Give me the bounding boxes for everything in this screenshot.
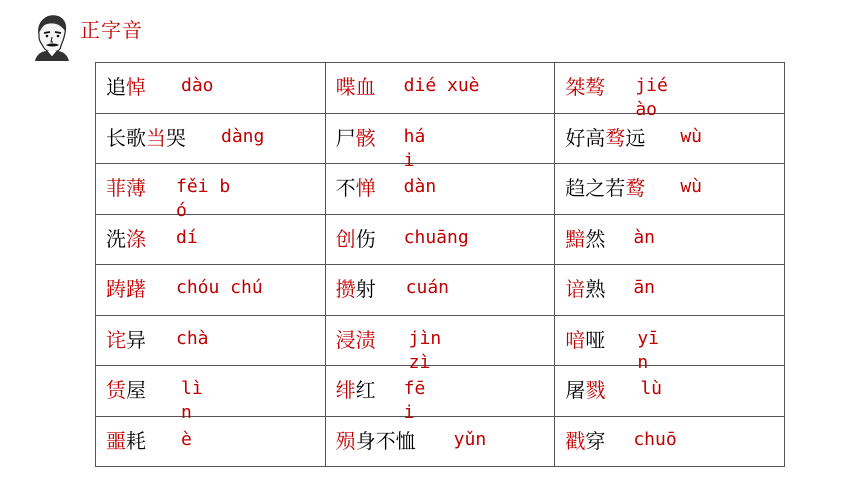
table-row bbox=[96, 416, 785, 467]
vocab-word bbox=[106, 126, 186, 150]
plain-char: 穿 bbox=[585, 428, 606, 453]
highlighted-char: 喑 bbox=[565, 327, 586, 352]
plain-char: 尸 bbox=[335, 125, 356, 150]
plain-char: 不 bbox=[335, 176, 356, 200]
vocab-word bbox=[336, 328, 376, 352]
plain-char: 屠 bbox=[565, 378, 586, 402]
highlighted-char: 踌躇 bbox=[106, 277, 146, 301]
pinyin-text: dí bbox=[176, 226, 198, 248]
vocab-word bbox=[106, 176, 146, 200]
highlighted-char: 黯 bbox=[565, 226, 586, 251]
vocab-word bbox=[106, 277, 146, 301]
plain-char: 哑 bbox=[585, 327, 606, 352]
vocab-word bbox=[106, 75, 146, 99]
vocab-word bbox=[336, 227, 376, 251]
highlighted-char: 诧 bbox=[106, 327, 126, 352]
plain-char: 然 bbox=[585, 226, 606, 251]
highlighted-char: 菲薄 bbox=[106, 176, 146, 200]
table-row bbox=[96, 265, 785, 316]
highlighted-char: 涤 bbox=[126, 226, 146, 251]
vocab-cell bbox=[96, 366, 326, 423]
plain-char: 伤 bbox=[355, 226, 376, 251]
pinyin-text: lù bbox=[640, 378, 662, 399]
pinyin-text: fěi bó bbox=[176, 176, 231, 221]
pinyin-text: chóu chú bbox=[176, 277, 263, 298]
plain-char: 洗 bbox=[106, 226, 126, 251]
vocab-word bbox=[565, 227, 605, 251]
highlighted-char: 谙 bbox=[565, 277, 586, 301]
highlighted-char: 浸渍 bbox=[335, 327, 376, 352]
highlighted-char: 悼 bbox=[126, 75, 146, 99]
vocab-cell bbox=[325, 366, 555, 423]
pinyin-text: chà bbox=[176, 327, 209, 349]
table-row bbox=[96, 164, 785, 215]
vocab-cell bbox=[96, 416, 326, 467]
vocab-cell bbox=[96, 214, 326, 265]
vocab-cell bbox=[555, 315, 785, 373]
pinyin-text: dié xuè bbox=[403, 75, 480, 96]
pinyin-text: wù bbox=[680, 125, 702, 147]
vocab-cell bbox=[325, 113, 555, 171]
vocab-word bbox=[565, 277, 605, 301]
pinyin-text: àn bbox=[633, 226, 655, 248]
pinyin-text: yīn bbox=[637, 327, 659, 373]
table-row bbox=[96, 214, 785, 265]
vocab-word bbox=[336, 176, 376, 200]
vocab-word bbox=[106, 429, 146, 453]
vocab-word bbox=[336, 429, 416, 453]
vocab-word bbox=[106, 227, 146, 251]
highlighted-char: 创 bbox=[335, 226, 356, 251]
portrait-icon bbox=[33, 13, 71, 61]
vocab-cell bbox=[555, 214, 785, 265]
vocab-word bbox=[336, 378, 376, 402]
highlighted-char: 当 bbox=[146, 125, 166, 150]
pinyin-text: chuāng bbox=[403, 226, 469, 248]
plain-char: 红 bbox=[355, 378, 376, 402]
highlighted-char: 赁 bbox=[106, 378, 126, 402]
plain-char: 长歌 bbox=[106, 125, 146, 150]
vocab-cell bbox=[96, 113, 326, 164]
highlighted-char: 骸 bbox=[355, 125, 376, 150]
vocab-word bbox=[565, 328, 605, 352]
plain-char: 耗 bbox=[126, 428, 146, 453]
plain-char: 异 bbox=[126, 327, 146, 352]
table-row bbox=[96, 63, 785, 114]
pinyin-text: yǔn bbox=[453, 428, 487, 450]
plain-char: 哭 bbox=[166, 125, 186, 150]
plain-char: 远 bbox=[625, 125, 646, 150]
plain-char: 身不恤 bbox=[355, 428, 416, 453]
pinyin-text: dàn bbox=[403, 176, 437, 197]
vocab-cell bbox=[325, 265, 555, 316]
plain-char: 屋 bbox=[126, 378, 146, 402]
highlighted-char: 惮 bbox=[355, 176, 376, 200]
highlighted-char: 戮 bbox=[585, 378, 606, 402]
vocab-cell bbox=[555, 63, 785, 120]
vocab-cell bbox=[555, 164, 785, 215]
plain-char: 射 bbox=[355, 277, 376, 301]
pinyin-text: dào bbox=[181, 75, 214, 96]
highlighted-char: 噩 bbox=[106, 428, 126, 453]
highlighted-char: 骛 bbox=[605, 125, 626, 150]
pinyin-text: hái bbox=[403, 125, 426, 171]
vocab-cell bbox=[325, 164, 555, 215]
highlighted-char: 绯 bbox=[335, 378, 356, 402]
vocab-word bbox=[336, 277, 376, 301]
pinyin-text: ān bbox=[633, 277, 655, 298]
vocab-word bbox=[336, 126, 376, 150]
plain-char: 好高 bbox=[565, 125, 606, 150]
page-title: 正字音 bbox=[80, 18, 143, 42]
vocab-cell bbox=[96, 63, 326, 114]
vocab-cell bbox=[96, 315, 326, 366]
pinyin-text: wù bbox=[680, 176, 702, 197]
vocab-cell bbox=[96, 265, 326, 316]
vocab-cell bbox=[96, 164, 326, 221]
pinyin-text: chuō bbox=[633, 428, 677, 450]
highlighted-char: 喋血 bbox=[335, 75, 376, 99]
vocab-cell bbox=[555, 416, 785, 467]
vocab-cell bbox=[555, 113, 785, 164]
vocab-cell bbox=[325, 63, 555, 114]
pinyin-text: jié ào bbox=[635, 75, 668, 120]
vocab-cell bbox=[555, 366, 785, 417]
vocab-word bbox=[565, 75, 605, 99]
pronunciation-table bbox=[95, 62, 785, 467]
vocab-word bbox=[565, 429, 605, 453]
vocab-word bbox=[336, 75, 376, 99]
pinyin-text: cuán bbox=[405, 277, 450, 298]
vocab-word bbox=[106, 378, 146, 402]
table-row bbox=[96, 315, 785, 366]
plain-char: 熟 bbox=[585, 277, 606, 301]
table-row bbox=[96, 366, 785, 417]
vocab-cell bbox=[325, 416, 555, 467]
pinyin-text: è bbox=[181, 428, 192, 450]
vocab-cell bbox=[325, 315, 555, 373]
highlighted-char: 殒 bbox=[335, 428, 356, 453]
vocab-word bbox=[565, 378, 605, 402]
pinyin-text: dàng bbox=[221, 125, 265, 147]
highlighted-char: 攒 bbox=[335, 277, 356, 301]
vocab-cell bbox=[325, 214, 555, 265]
pinyin-text: jìn zì bbox=[408, 327, 442, 373]
table-row bbox=[96, 113, 785, 164]
plain-char: 追 bbox=[106, 75, 126, 99]
highlighted-char: 戳 bbox=[565, 428, 586, 453]
vocab-word bbox=[565, 126, 645, 150]
plain-char: 趋之若 bbox=[565, 176, 626, 200]
pinyin-text: fēi bbox=[403, 378, 426, 423]
vocab-word bbox=[565, 176, 645, 200]
pinyin-text: lìn bbox=[181, 378, 203, 423]
highlighted-char: 鹜 bbox=[625, 176, 646, 200]
highlighted-char: 桀骜 bbox=[565, 75, 606, 99]
vocab-word bbox=[106, 328, 146, 352]
vocab-cell bbox=[555, 265, 785, 316]
